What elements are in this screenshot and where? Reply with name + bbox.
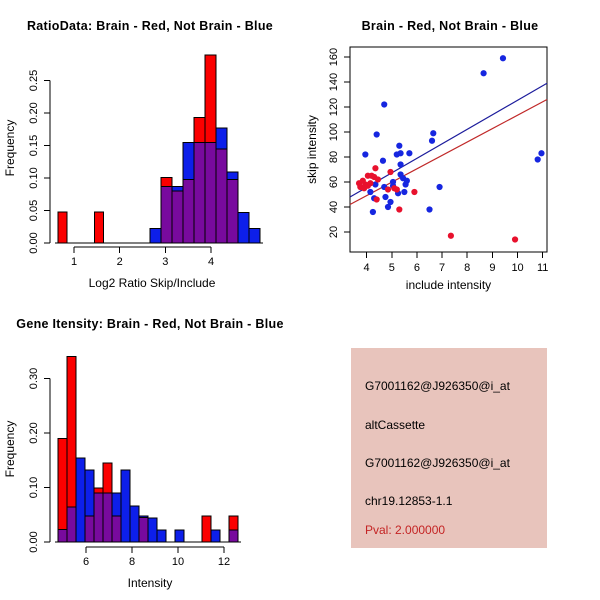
scatter-point-red	[372, 165, 378, 171]
y-tick-label: 0.15	[28, 134, 40, 157]
gene-hist-plot	[0, 300, 300, 600]
scatter-point-blue	[367, 189, 373, 195]
y-tick-label: 0.25	[28, 69, 40, 92]
pval-text: Pval: 2.000000	[365, 523, 446, 537]
y-tick-label: 0.30	[28, 367, 40, 390]
scatter-point-red	[361, 185, 367, 191]
hist-bar-blue	[227, 172, 238, 179]
hist-bar-blue	[130, 506, 139, 542]
y-tick-label: 40	[328, 200, 340, 214]
hist-bar-blue	[85, 470, 94, 516]
hist-bar-blue	[249, 229, 260, 243]
hist-bar-overlap	[205, 142, 216, 243]
hist-bar-red	[103, 463, 112, 493]
hist-bar-blue	[148, 518, 157, 542]
probe-id-2: G7001162@J926350@i_at	[365, 456, 510, 470]
hist-bar-red	[194, 118, 205, 143]
x-tick-label: 6	[82, 556, 90, 568]
hist-bar-overlap	[229, 530, 238, 542]
scatter-point-blue	[535, 156, 541, 162]
x-axis-title: Intensity	[127, 576, 173, 590]
x-axis-title: include intensity	[405, 278, 492, 292]
y-tick-label: 160	[328, 47, 340, 67]
regression-line-red	[350, 100, 547, 205]
hist-bar-blue	[211, 530, 220, 542]
y-tick-label: 0.00	[28, 531, 40, 553]
y-tick-label: 0.10	[28, 167, 40, 189]
y-tick-label: 0.10	[28, 476, 40, 499]
scatter-plot	[300, 0, 600, 300]
locus-id: chr19.12853-1.1	[365, 494, 453, 508]
x-tick-label: 11	[537, 262, 549, 274]
x-axis-title: Log2 Ratio Skip/Include	[88, 276, 216, 290]
scatter-point-blue	[374, 131, 380, 137]
hist-bar-overlap	[172, 191, 183, 243]
scatter-point-red	[360, 178, 366, 184]
hist-bar-overlap	[139, 517, 148, 542]
ratio-hist-plot	[0, 0, 300, 300]
hist-bar-red	[202, 516, 211, 542]
scatter-point-red	[387, 169, 393, 175]
probe-id-1: G7001162@J926350@i_at	[365, 379, 510, 393]
x-tick-label: 10	[171, 556, 185, 568]
y-tick-label: 20	[328, 225, 340, 239]
x-tick-label: 8	[464, 262, 471, 274]
scatter-point-blue	[397, 161, 403, 167]
hist-bar-red	[95, 212, 104, 243]
hist-bar-overlap	[216, 149, 227, 243]
ratio-hist-title: RatioData: Brain - Red, Not Brain - Blue	[26, 19, 274, 33]
plot-box	[350, 47, 547, 252]
hist-bar-overlap	[85, 516, 94, 542]
scatter-point-blue	[397, 150, 403, 156]
hist-bar-overlap	[103, 493, 112, 542]
panel-gene-histogram	[0, 300, 300, 600]
y-axis-title: Frequency	[3, 420, 17, 478]
x-tick-label: 5	[388, 262, 395, 274]
y-tick-label: 0.05	[28, 199, 40, 222]
y-axis-title: Frequency	[3, 119, 17, 177]
hist-bar-blue	[175, 530, 184, 542]
scatter-point-blue	[396, 143, 402, 149]
scatter-point-red	[367, 180, 373, 186]
y-axis-title: skip intensity	[305, 115, 319, 184]
y-tick-label: 100	[328, 122, 340, 142]
hist-bar-red	[205, 55, 216, 142]
scatter-point-blue	[403, 181, 409, 187]
x-tick-label: 3	[162, 256, 169, 268]
hist-bar-overlap	[183, 179, 194, 243]
scatter-point-red	[411, 189, 417, 195]
hist-bar-blue	[112, 493, 121, 516]
scatter-point-blue	[430, 130, 436, 136]
x-tick-label: 1	[70, 256, 78, 268]
scatter-point-red	[448, 233, 454, 239]
scatter-point-blue	[426, 206, 432, 212]
scatter-point-red	[375, 176, 381, 182]
hist-bar-blue	[216, 128, 227, 149]
y-tick-label: 120	[328, 97, 340, 117]
hist-bar-blue	[183, 142, 194, 179]
x-tick-label: 2	[116, 256, 123, 268]
scatter-point-blue	[538, 150, 544, 156]
y-tick-label: 0.00	[28, 232, 40, 254]
hist-bar-overlap	[94, 493, 103, 542]
hist-bar-overlap	[194, 142, 205, 243]
scatter-point-blue	[381, 101, 387, 107]
x-tick-label: 4	[363, 262, 370, 274]
scatter-point-blue	[500, 55, 506, 61]
scatter-point-red	[385, 186, 391, 192]
scatter-point-blue	[401, 189, 407, 195]
panel-info-box	[300, 300, 600, 600]
scatter-point-blue	[380, 158, 386, 164]
hist-bar-blue	[76, 458, 85, 542]
y-tick-label: 60	[328, 175, 340, 189]
x-tick-label: 6	[413, 262, 420, 274]
y-tick-label: 140	[328, 72, 340, 92]
x-tick-label: 7	[439, 262, 446, 274]
y-tick-label: 0.20	[28, 422, 40, 444]
panel-ratio-histogram	[0, 0, 300, 300]
hist-bar-blue	[157, 530, 166, 542]
x-tick-label: 10	[511, 262, 524, 274]
hist-bar-red	[67, 357, 76, 507]
x-tick-label: 4	[207, 256, 215, 268]
scatter-point-blue	[406, 150, 412, 156]
hist-bar-overlap	[112, 516, 121, 542]
gene-hist-title: Gene Itensity: Brain - Red, Not Brain - Blue	[16, 317, 284, 331]
hist-bar-blue	[139, 516, 148, 518]
y-tick-label: 80	[328, 150, 340, 164]
x-tick-label: 9	[489, 262, 496, 274]
scatter-point-blue	[370, 209, 376, 215]
scatter-title: Brain - Red, Not Brain - Blue	[361, 19, 539, 33]
x-tick-label: 8	[128, 556, 136, 568]
hist-bar-overlap	[227, 179, 238, 243]
hist-bar-blue	[238, 212, 249, 243]
hist-bar-overlap	[161, 186, 172, 243]
scatter-point-blue	[382, 194, 388, 200]
x-tick-label: 12	[217, 556, 231, 568]
scatter-point-red	[512, 236, 518, 242]
panel-scatter	[300, 0, 600, 300]
hist-bar-blue	[150, 229, 161, 243]
hist-bar-blue	[172, 186, 183, 191]
scatter-point-red	[396, 206, 402, 212]
info-box	[351, 348, 547, 548]
scatter-point-red	[394, 186, 400, 192]
event-type: altCassette	[365, 418, 426, 432]
scatter-point-blue	[436, 184, 442, 190]
scatter-point-red	[374, 196, 380, 202]
hist-bar-red	[58, 438, 67, 529]
hist-bar-red	[229, 516, 238, 530]
hist-bar-overlap	[67, 507, 76, 542]
hist-bar-red	[161, 177, 172, 186]
scatter-point-blue	[385, 204, 391, 210]
scatter-point-blue	[429, 138, 435, 144]
y-tick-label: 0.20	[28, 102, 40, 124]
hist-bar-overlap	[58, 529, 67, 542]
scatter-point-blue	[362, 151, 368, 157]
scatter-point-blue	[480, 70, 486, 76]
hist-bar-red	[58, 212, 67, 243]
hist-bar-red	[94, 488, 103, 493]
hist-bar-blue	[121, 470, 130, 542]
